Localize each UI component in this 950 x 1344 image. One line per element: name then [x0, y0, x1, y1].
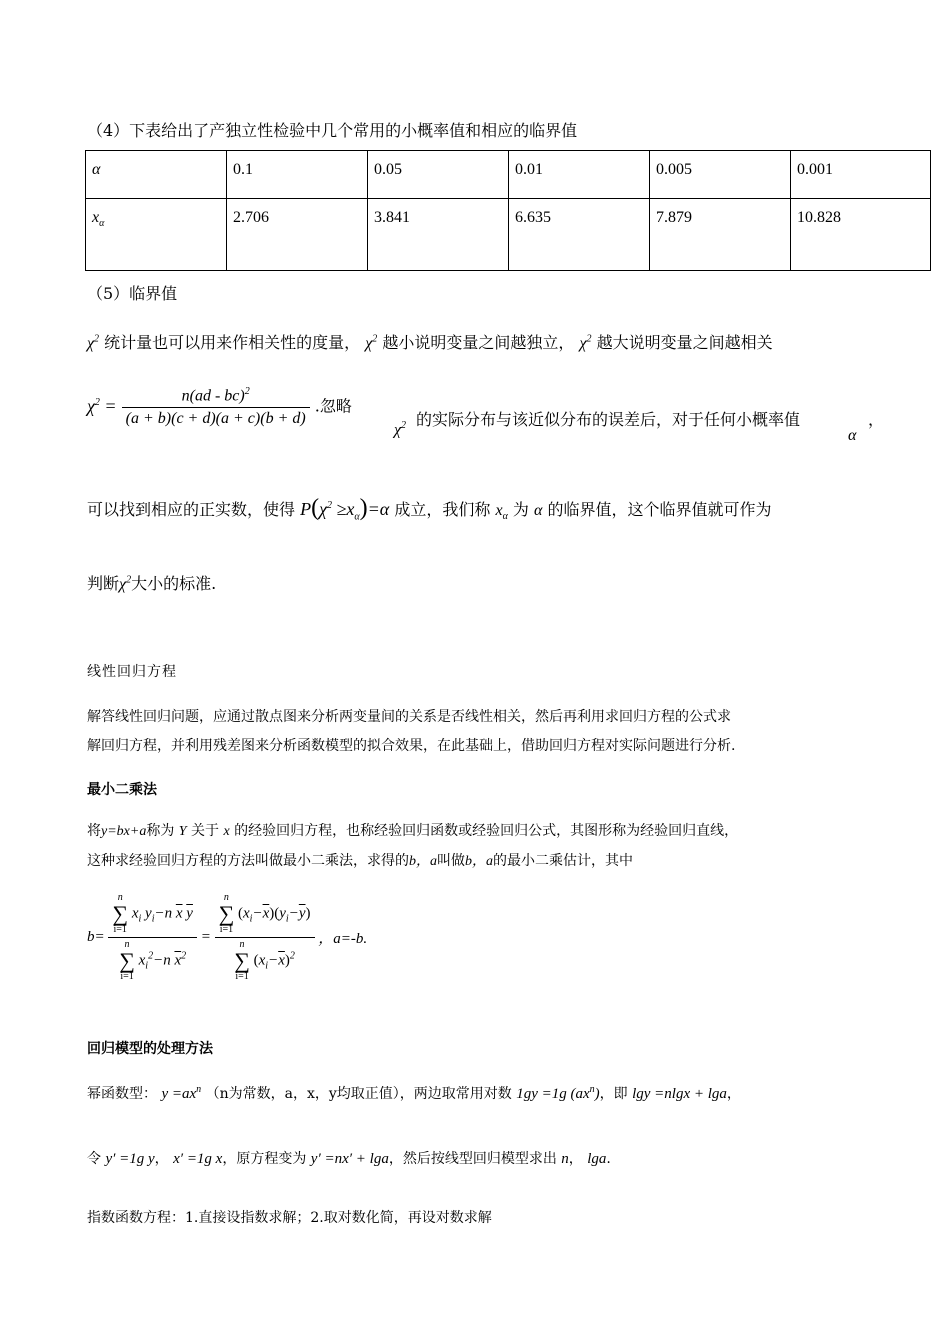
chi-square-symbol: $\chi^2$ — [365, 333, 378, 352]
chi-square-symbol: $\chi^2$ — [394, 420, 407, 439]
power-function-line: 幂函数型： $y =ax^n$ （n为常数，a，x，y均取正值），两边取常用对数 1gy =1g $(ax^n)$，即 lgy =nlgx + lga， — [87, 1084, 741, 1102]
chi-square-formula: $\chi^2$ = $\frac{n(ad - bc)^2}{(a + b)(c + d)(a + c)(b + d)}$ .忽略 — [87, 386, 352, 428]
probability-expression: $P(\chi^2 \ge x_\alpha)=\alpha$ — [300, 495, 390, 523]
section5-paragraph2: 的实际分布与该近似分布的误差后，对于任何小概率值 — [416, 410, 801, 429]
x-alpha-symbol: $x_\alpha$ — [495, 502, 508, 523]
b-fraction-1: n ∑ i=1 $x_i$ $y_i-n$ $\overline{x}$ $\overline{y}$ n ∑ i=1 $x_i^2-n$ $\overline{x}^2$ — [108, 893, 197, 982]
table-cell-x-label: $x_\alpha$ — [86, 198, 227, 270]
least-squares-heading: 最小二乘法 — [87, 782, 157, 798]
least-squares-line2: 这种求经验回归方程的方法叫做最小二乘法，求得的b，a叫做b，a的最小二乘估计，其中 — [87, 853, 633, 869]
table-cell: 2.706 — [227, 198, 368, 270]
transformed-equation: y′ =nx′ + lga — [310, 1151, 389, 1167]
model-heading: 回归模型的处理方法 — [87, 1041, 213, 1057]
section5-paragraph4: 判断$\chi^2$大小的标准. — [87, 574, 217, 593]
linear-regression-para-line1: 解答线性回归问题，应通过散点图来分析两变量间的关系是否线性相关，然后再利用求回归方程的公式求 — [87, 709, 731, 725]
linear-regression-para-line2: 解回归方程，并利用残差图来分析函数模型的拟合效果，在此基础上，借助回归方程对实际问题进行分析. — [87, 738, 736, 754]
table-cell: 0.005 — [650, 151, 791, 199]
table-row-x-alpha — [86, 198, 931, 270]
substitution-x: x′ =1g x — [173, 1151, 223, 1167]
power-equation: $y =ax^n$ — [161, 1084, 202, 1102]
alpha-symbol: α — [534, 502, 543, 519]
chi-square-symbol: $\chi^2$ — [579, 333, 592, 352]
table-cell: 10.828 — [791, 198, 931, 270]
chi-square-symbol: $\chi^2$ — [119, 574, 132, 593]
log-equation: 1gy =1g $(ax^n)$ — [516, 1084, 600, 1102]
section5-paragraph1: $\chi^2$ 统计量也可以用来作相关性的度量， $\chi^2$ 越小说明变量之间越独立， $\chi^2$ 越大说明变量之间越相关 — [87, 333, 773, 352]
log-expanded-equation: lgy =nlgx + lga — [632, 1086, 727, 1102]
critical-value-table — [85, 150, 931, 271]
table-cell: 6.635 — [509, 198, 650, 270]
linear-regression-heading: 线性回归方程 — [87, 664, 177, 680]
chi-square-fraction: $\frac{n(ad - bc)^2}{(a + b)(c + d)(a + c)(b + d)}$ — [122, 386, 310, 428]
section5-paragraph3: 可以找到相应的正实数，使得 $P(\chi^2 \ge x_\alpha)=\alpha$ 成立，我们称 $x_\alpha$ 为 α 的临界值，这个临界值就可作为 — [87, 495, 772, 523]
table-caption: （4）下表给出了产独立性检验中几个常用的小概率值和相应的临界值 — [87, 121, 578, 140]
substitution-line: 令 y′ =1g y， x′ =1g x，原方程变为 y′ =nx′ + lga，然后按线型回归模型求出 n， lga. — [87, 1151, 611, 1167]
table-cell-alpha-label: α — [86, 151, 227, 199]
table-cell: 3.841 — [368, 198, 509, 270]
n-symbol: n — [561, 1151, 569, 1167]
least-squares-formula: b= n ∑ i=1 $x_i$ $y_i-n$ $\overline{x}$ $\overline{y}$ n ∑ i=1 $x_i^2-n$ $\overline{x}^2$ = n ∑ i=1 $(x_i-\overline{x})(y_i-\overline{y})$ n ∑ i=1 $(x_i-\overline{x})^2$ ，a=-b. — [87, 892, 368, 982]
alpha-symbol: α — [848, 427, 857, 444]
table-cell: 0.01 — [509, 151, 650, 199]
lga-symbol: lga — [587, 1151, 607, 1167]
substitution-y: y′ =1g y — [105, 1151, 155, 1167]
table-cell: 0.1 — [227, 151, 368, 199]
b-fraction-2: n ∑ i=1 $(x_i-\overline{x})(y_i-\overline{y})$ n ∑ i=1 $(x_i-\overline{x})^2$ — [215, 893, 315, 982]
section5-title: （5）临界值 — [87, 284, 178, 303]
table-cell: 7.879 — [650, 198, 791, 270]
table-cell: 0.001 — [791, 151, 931, 199]
comma: ， — [868, 410, 885, 429]
least-squares-line1: 将y=bx+a称为 Y 关于 x 的经验回归方程，也称经验回归函数或经验回归公式，其图形称为经验回归直线， — [87, 823, 739, 839]
table-cell: 0.05 — [368, 151, 509, 199]
chi-square-symbol: $\chi^2$ — [87, 333, 100, 352]
table-row-alpha — [86, 151, 931, 199]
exponential-function-line: 指数函数方程：1.直接设指数求解；2.取对数化简，再设对数求解 — [87, 1210, 492, 1226]
